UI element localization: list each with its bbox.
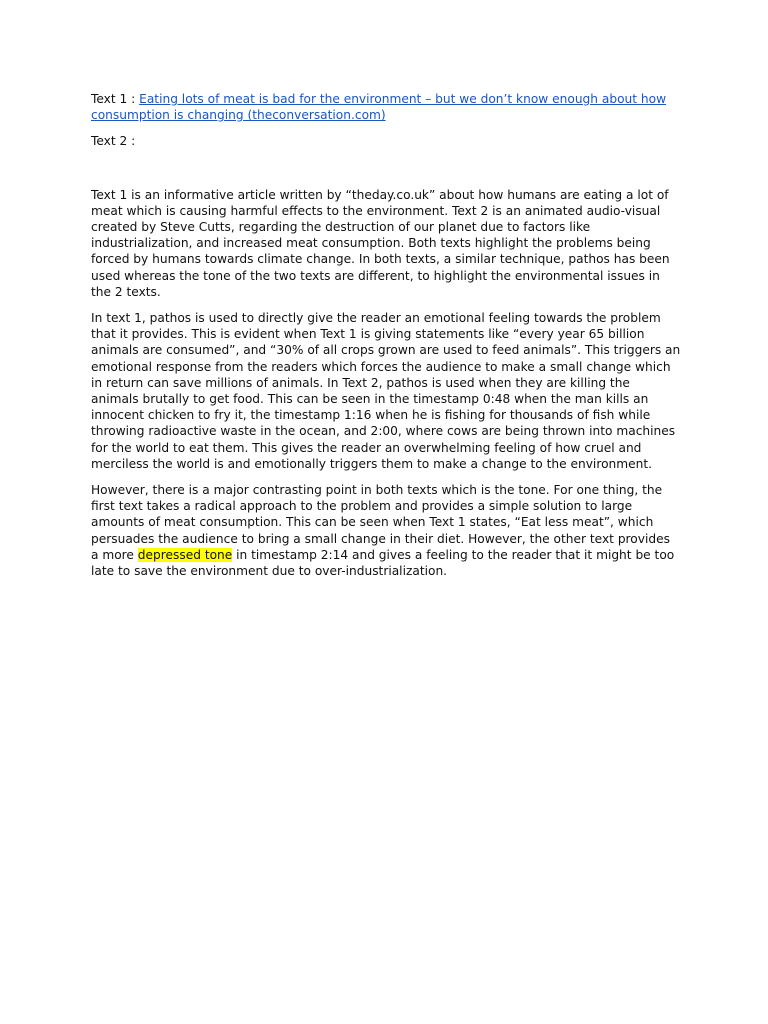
text1-line [91,91,681,123]
tone-paragraph-start: However, there is a major contrasting point in both texts which is the tone. For one thing, the first text takes a radical approach to the problem and provides a simple solution to large amounts of meat consumption. This can be seen when Text 1 states, “Eat less meat”, which persuades the audience to bring a small change in their diet. However, the other text provides a more [91,483,670,562]
pathos-paragraph: In text 1, pathos is used to directly give the reader an emotional feeling towards the problem that it provides. This is evident when Text 1 is giving statements like “every year 65 billion animals are consumed”, and “30% of all crops grown are used to feed animals”. This triggers an emotional response from the readers which forces the audience to make a small change which in return can save millions of animals. In Text 2, pathos is used when they are killing the animals brutally to get food. This can be seen in the timestamp 0:48 when the man kills an innocent chicken to fry it, the timestamp 1:16 when he is fishing for thousands of fish while throwing radioactive waste in the ocean, and 2:00, where cows are being thrown into machines for the world to eat them. This gives the reader an overwhelming feeling of how cruel and merciless the world is and emotionally triggers them to make a change to the environment. [91,311,681,471]
intro-paragraph: Text 1 is an informative article written by “theday.co.uk” about how humans are eating a lot of meat which is causing harmful effects to the environment. Text 2 is an animated audio-visual created by Steve Cutts, regarding the destruction of our planet due to factors like industrialization, and increased meat consumption. Both texts highlight the problems being forced by humans towards climate change. In both texts, a similar technique, pathos has been used whereas the tone of the two texts are different, to highlight the environmental issues in the 2 texts. [91,187,670,299]
text1-source-link[interactable]: Eating lots of meat is bad for the environment – but we don’t know enough about how consumption is changing (theconversation.com) [91,92,667,123]
tone-paragraph [91,482,681,579]
text1-label: Text 1 : [91,92,140,106]
highlighted-phrase: depressed tone [137,547,233,562]
text2-line [91,133,681,149]
document-page [91,91,681,579]
tone-paragraph-end: in timestamp 2:14 and gives a feeling to the reader that it might be too late to save the environment due to over-industrialization. [91,547,675,579]
text2-label: Text 2 : [91,134,136,149]
